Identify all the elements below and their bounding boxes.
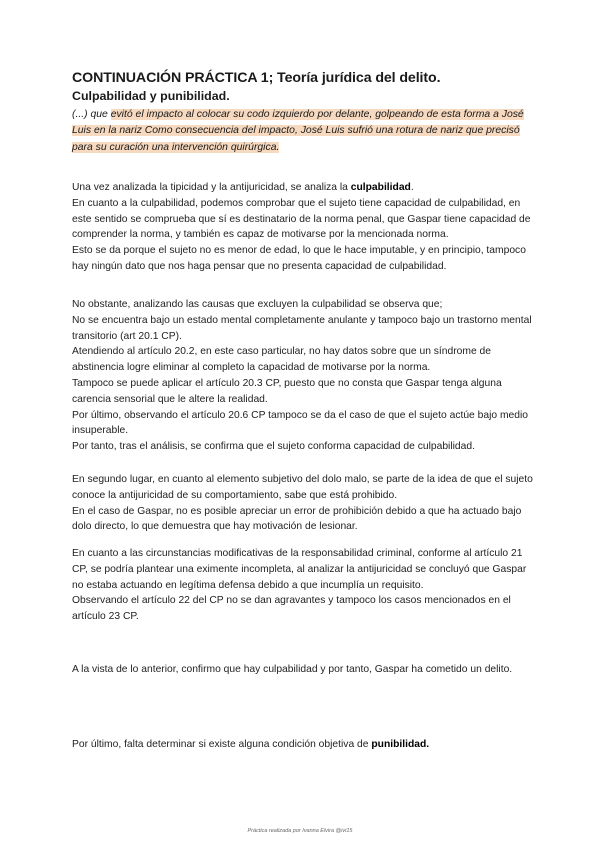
paragraph: En cuanto a las circunstancias modificativas de la responsabilidad criminal, conforme al artículo 21 CP, se podría plantear una eximente incompleta, al analizar la antijuricidad se concluyó que Gaspar no estaba actuando en legítima defensa debido a que incumplía un requisito.: [72, 548, 527, 591]
section-culpabilidad: [72, 180, 534, 275]
punibilidad-text: Por último, falta determinar si existe alguna condición objetiva de: [72, 739, 372, 750]
page-subtitle: Culpabilidad y punibilidad.: [72, 89, 230, 103]
paragraph: En el caso de Gaspar, no es posible apreciar un error de prohibición debido a que ha actuado bajo dolo directo, lo que demuestra que hay motivación de lesionar.: [72, 505, 522, 533]
intro-text: Una vez analizada la tipicidad y la antijuricidad, se analiza la: [72, 182, 351, 193]
paragraph-punibilidad: [72, 737, 534, 753]
keyword-punibilidad: punibilidad.: [371, 739, 430, 750]
paragraph: A la vista de lo anterior, confirmo que hay culpabilidad y por tanto, Gaspar ha cometido un delito.: [72, 664, 513, 675]
section-conclusion: [72, 662, 534, 678]
footer-credit: Práctica realizada por Ivanna Elvira @ivi15: [247, 828, 353, 834]
paragraph: No se encuentra bajo un estado mental completamente anulante y tampoco bajo un trastorno mental transitorio (art 20.1 CP).: [72, 314, 532, 342]
page-title: CONTINUACIÓN PRÁCTICA 1; Teoría jurídica del delito.: [72, 70, 441, 86]
paragraph: Tampoco se puede aplicar el artículo 20.3 CP, puesto que no consta que Gaspar tenga alguna carencia sensorial que le altere la realidad.: [72, 377, 502, 405]
intro-end: .: [410, 182, 414, 193]
paragraph: Atendiendo al artículo 20.2, en este caso particular, no hay datos sobre que un síndrome de abstinencia logre eliminar al completo la capacidad de motivarse por la norma.: [72, 346, 492, 374]
section-circunstancias: [72, 546, 534, 625]
paragraph: En segundo lugar, en cuanto al elemento subjetivo del dolo malo, se parte de la idea de que el sujeto conoce la antijuricidad de su comportamiento, sabe que está prohibido.: [72, 474, 533, 501]
paragraph-intro: [72, 180, 534, 196]
highlighted-quote: [72, 107, 530, 156]
section-causas-exclusion: [72, 297, 534, 455]
paragraph: Esto se da porque el sujeto no es menor de edad, lo que le hace imputable, y en principio, tampoco hay ningún dato que nos haga pensar que no presenta capacidad de culpabilidad.: [72, 245, 526, 272]
paragraph: En cuanto a la culpabilidad, podemos comprobar que el sujeto tiene capacidad de culpabilidad, en este sentido se comprueba que sí es destinatario de la norma penal, que Gaspar tiene capacidad de comprender la norma, y también es capaz de motivarse por la mencionada norma.: [72, 197, 531, 241]
keyword-culpabilidad: culpabilidad: [350, 182, 411, 193]
paragraph: Por tanto, tras el análisis, se confirma que el sujeto conforma capacidad de culpabilidad.: [72, 441, 475, 453]
paragraph: Por último, observando el artículo 20.6 CP tampoco se da el caso de que el sujeto actúe bajo medio insuperable.: [72, 409, 529, 437]
section-punibilidad: [72, 737, 534, 753]
document-header: [72, 70, 532, 156]
quote-highlight: evitó el impacto al colocar su codo izquierdo por delante, golpeando de esta forma a José Luis en la nariz Como consecuencia del impacto, José Luis sufrió una rotura de nariz que precisó para su curación una intervención quirúrgica.: [72, 109, 524, 153]
paragraph: Observando el artículo 22 del CP no se dan agravantes y tampoco los casos mencionados en el artículo 23 CP.: [72, 595, 511, 623]
section-dolo-malo: [72, 472, 534, 535]
paragraph: No obstante, analizando las causas que excluyen la culpabilidad se observa que;: [72, 299, 443, 310]
quote-start: (...) que: [72, 109, 111, 120]
